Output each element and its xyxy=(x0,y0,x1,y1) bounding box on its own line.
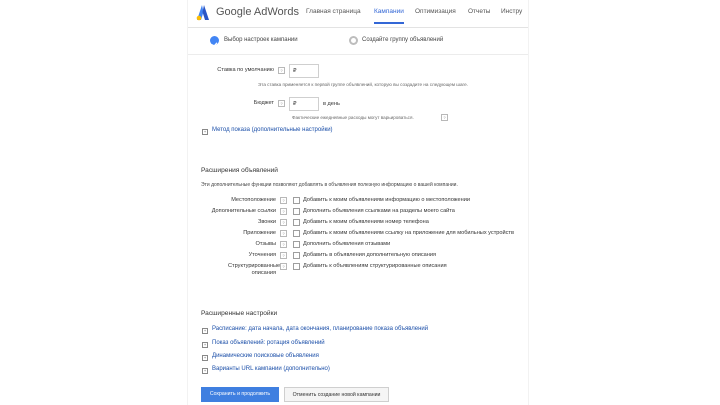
ext-calls-help-icon[interactable]: ? xyxy=(280,219,287,226)
budget-note-help-icon[interactable]: ? xyxy=(441,114,448,121)
budget-note: Фактические ежедневные расходы могут варьироваться. xyxy=(292,115,414,120)
delivery-method-link[interactable]: Метод показа (дополнительные настройки) xyxy=(212,127,333,133)
ext-sitelinks-checkbox[interactable] xyxy=(293,208,300,215)
ext-snippets-help-icon[interactable]: ? xyxy=(280,263,287,270)
cancel-campaign-button[interactable]: Отменить создание новой кампании xyxy=(284,387,389,402)
budget-help-icon[interactable]: ? xyxy=(278,100,285,107)
ext-location-label: Местоположение xyxy=(231,197,276,203)
url-options-expand-icon[interactable]: + xyxy=(203,368,207,373)
ext-app-label: Приложение xyxy=(243,230,276,236)
ext-calls-text: Добавить к моим объявлениям номер телефона xyxy=(303,219,429,225)
adwords-logo-icon xyxy=(196,4,210,21)
ext-snippets-label: Структурированные описания xyxy=(228,263,281,276)
step1-label: Выбор настроек кампании xyxy=(224,37,298,43)
wizard-steps xyxy=(188,28,528,55)
ext-callouts-help-icon[interactable]: ? xyxy=(280,252,287,259)
ext-callouts-checkbox[interactable] xyxy=(293,252,300,259)
ext-sitelinks-text: Дополнить объявления ссылками на разделы моего сайта xyxy=(303,208,455,214)
nav-home[interactable]: Главная страница xyxy=(306,8,361,15)
advanced-heading: Расширенные настройки xyxy=(201,310,278,317)
extensions-heading: Расширения объявлений xyxy=(201,167,278,174)
step1-check-icon xyxy=(210,36,219,45)
nav-reports[interactable]: Отчеты xyxy=(468,8,491,15)
ext-reviews-help-icon[interactable]: ? xyxy=(280,241,287,248)
ext-location-checkbox[interactable] xyxy=(293,197,300,204)
ext-sitelinks-label: Дополнительные ссылки xyxy=(211,208,276,214)
ext-calls-label: Звонки xyxy=(257,219,276,225)
extensions-intro: Эти дополнительные функции позволяют добавлять в объявления полезную информацию о вашей компании. xyxy=(201,182,458,188)
bid-note: Эта ставка применяется к первой группе объявлений, которую вы создадите на следующем шаге. xyxy=(258,82,468,87)
delivery-expand-icon[interactable]: + xyxy=(203,129,207,134)
ext-location-text: Добавить к моим объявлениям информацию о местоположении xyxy=(303,197,470,203)
bid-help-icon[interactable]: ? xyxy=(278,67,285,74)
ext-callouts-label: Уточнения xyxy=(248,252,276,258)
ext-reviews-text: Дополнить объявления отзывами xyxy=(303,241,391,247)
ext-snippets-text: Добавить к объявлениям структурированные описания xyxy=(303,263,447,269)
ad-delivery-expand-icon[interactable]: + xyxy=(203,342,207,347)
nav-campaigns[interactable]: Кампании xyxy=(374,8,404,24)
budget-input[interactable]: ₽ xyxy=(289,97,319,111)
dsa-link[interactable]: Динамические поисковые объявления xyxy=(212,353,319,359)
step2-label: Создайте группу объявлений xyxy=(362,37,444,43)
ext-app-help-icon[interactable]: ? xyxy=(280,230,287,237)
budget-unit: в день xyxy=(323,101,340,107)
bid-label: Ставка по умолчанию xyxy=(217,67,274,73)
ext-calls-checkbox[interactable] xyxy=(293,219,300,226)
ext-reviews-checkbox[interactable] xyxy=(293,241,300,248)
top-header xyxy=(188,0,528,28)
save-continue-button[interactable]: Сохранить и продолжить xyxy=(201,387,279,402)
nav-tools[interactable]: Инстру xyxy=(501,8,523,15)
ext-snippets-checkbox[interactable] xyxy=(293,263,300,270)
ad-delivery-link[interactable]: Показ объявлений: ротация объявлений xyxy=(212,340,325,346)
budget-label: Бюджет xyxy=(253,100,274,106)
adwords-page xyxy=(188,0,528,405)
ext-callouts-text: Добавить в объявления дополнительную описания xyxy=(303,252,436,258)
ext-app-checkbox[interactable] xyxy=(293,230,300,237)
url-options-link[interactable]: Варианты URL кампании (дополнительно) xyxy=(212,366,330,372)
step2-number-icon xyxy=(349,36,358,45)
bid-input[interactable]: ₽ xyxy=(289,64,319,78)
dsa-expand-icon[interactable]: + xyxy=(203,355,207,360)
schedule-link[interactable]: Расписание: дата начала, дата окончания, планирование показа объявлений xyxy=(212,326,429,332)
ext-sitelinks-help-icon[interactable]: ? xyxy=(280,208,287,215)
ext-location-help-icon[interactable]: ? xyxy=(280,197,287,204)
ext-app-text: Добавить к моим объявлениям ссылку на приложение для мобильных устройств xyxy=(303,230,514,236)
nav-optimization[interactable]: Оптимизация xyxy=(415,8,456,15)
schedule-expand-icon[interactable]: + xyxy=(203,328,207,333)
ext-reviews-label: Отзывы xyxy=(255,241,276,247)
brand-name: Google AdWords xyxy=(216,6,299,18)
